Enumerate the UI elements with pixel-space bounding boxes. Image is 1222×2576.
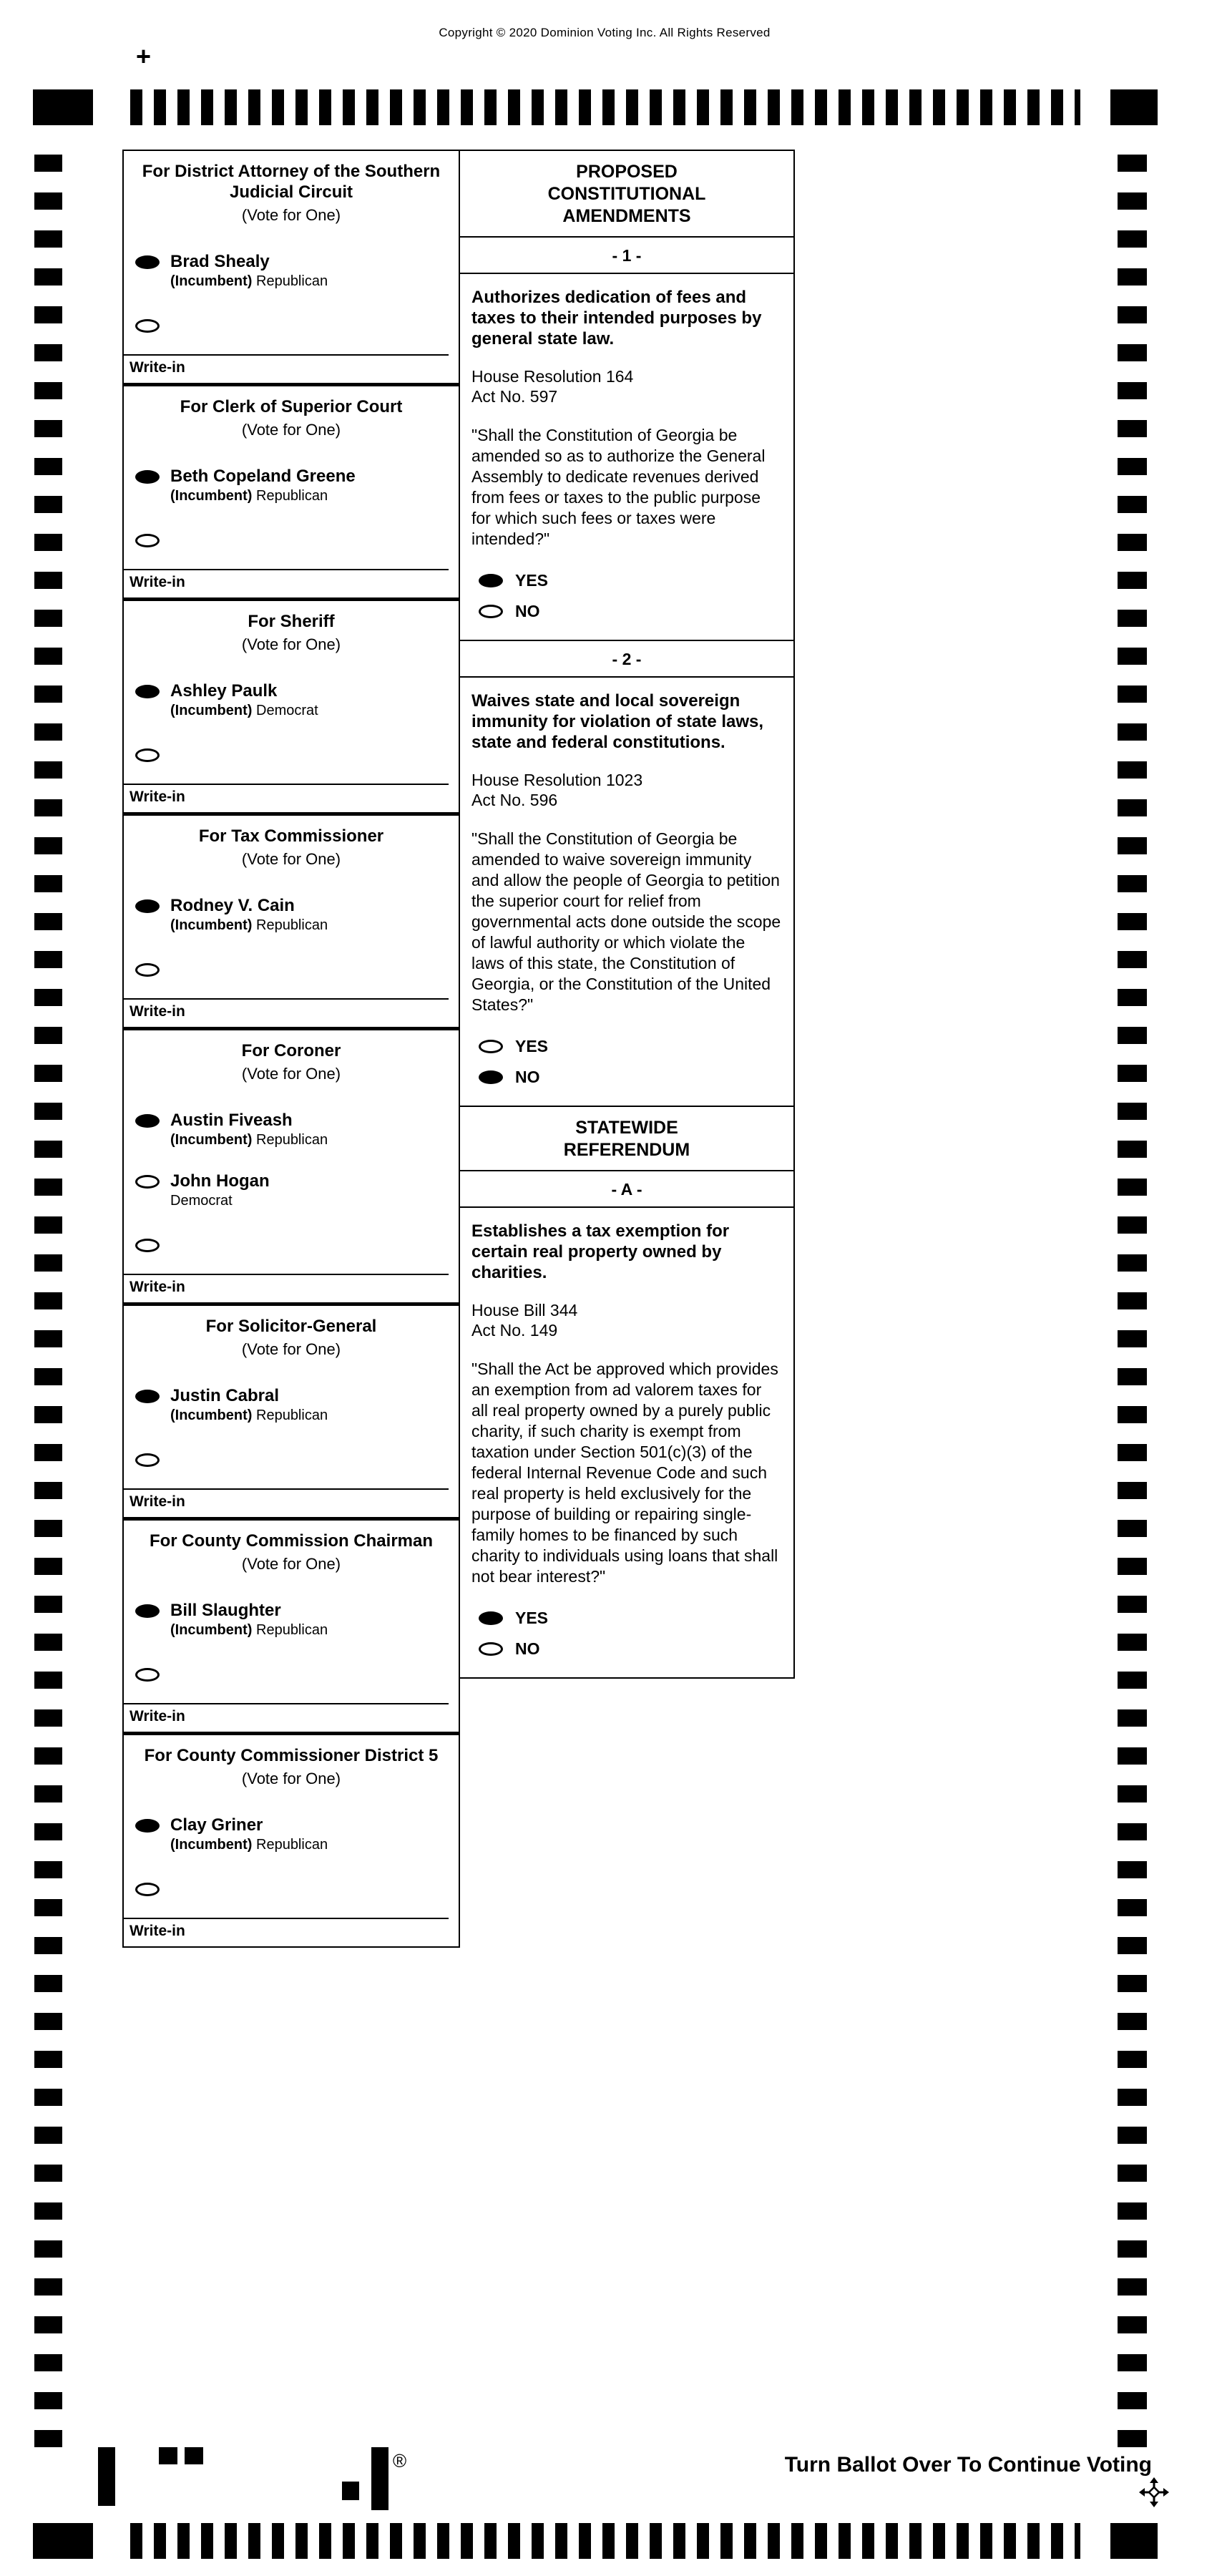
- contest: [124, 1306, 459, 1521]
- choice-label: NO: [515, 1639, 540, 1658]
- choice-row: [471, 1609, 782, 1628]
- candidate-info: [170, 1815, 328, 1853]
- candidate-row: [124, 873, 459, 934]
- candidate-info: [170, 1171, 270, 1209]
- alignment-crosshair-icon: [1139, 2477, 1169, 2507]
- candidate-name: Bill Slaughter: [170, 1601, 281, 1620]
- writein-label: Write-in: [129, 1003, 185, 1020]
- writein-label: Write-in: [129, 574, 185, 590]
- writein-label: Write-in: [129, 789, 185, 805]
- measures-column: [459, 150, 795, 1679]
- code-mark: [185, 2447, 203, 2464]
- writein-vote-bubble[interactable]: [135, 1883, 160, 1896]
- candidate-row: [124, 444, 459, 504]
- contest-title: For County Commissioner District 5: [144, 1746, 439, 1765]
- writein-bubble-row: [124, 1639, 459, 1682]
- contest: [124, 1521, 459, 1735]
- writein-bubble-row: [124, 934, 459, 977]
- choice-row: [471, 1037, 782, 1056]
- measure-reference: [471, 1300, 782, 1340]
- section-header-line: CONSTITUTIONAL: [547, 184, 706, 204]
- candidate-party: (Incumbent) Republican: [170, 917, 328, 933]
- timing-block-right: [1110, 89, 1158, 125]
- right-timing-marks: [1118, 155, 1147, 2447]
- choice-row: [471, 602, 782, 621]
- vote-for-label: (Vote for One): [241, 206, 341, 224]
- choice-row: [471, 571, 782, 590]
- section-header-line: PROPOSED: [576, 162, 678, 182]
- contest-title: For Sheriff: [248, 612, 335, 631]
- contest-header: [124, 1735, 459, 1792]
- contest-title: For Tax Commissioner: [198, 826, 384, 846]
- candidate-name: Brad Shealy: [170, 252, 270, 271]
- candidate-name: Beth Copeland Greene: [170, 467, 356, 486]
- candidate-row: [124, 658, 459, 719]
- filled-vote-bubble[interactable]: [479, 1611, 503, 1625]
- candidate-party: (Incumbent) Republican: [170, 1132, 328, 1148]
- writein-label: Write-in: [129, 1923, 185, 1939]
- measure-reference-line: Act No. 596: [471, 791, 558, 809]
- contest-title: For Solicitor-General: [205, 1317, 377, 1336]
- writein-vote-bubble[interactable]: [135, 534, 160, 547]
- measure-summary: Authorizes dedication of fees and taxes to their intended purposes by general state law.: [471, 288, 762, 348]
- measure-summary: Establishes a tax exemption for certain real property owned by charities.: [471, 1221, 730, 1282]
- code-mark: [371, 2447, 388, 2510]
- top-timing-marks: [0, 89, 1222, 125]
- candidate-party: (Incumbent) Republican: [170, 488, 328, 504]
- incumbent-label: (Incumbent): [170, 917, 256, 933]
- choice-row: [471, 1068, 782, 1087]
- empty-vote-bubble[interactable]: [135, 1175, 160, 1189]
- contest-header: [124, 151, 459, 229]
- writein-bubble-row: [124, 1853, 459, 1896]
- writein-vote-bubble[interactable]: [135, 1668, 160, 1682]
- timing-block-left: [33, 2523, 93, 2559]
- timing-block-left: [33, 89, 93, 125]
- empty-vote-bubble[interactable]: [479, 1642, 503, 1656]
- contest: [124, 1735, 459, 1946]
- contest-header: [124, 601, 459, 658]
- contest-header: [124, 816, 459, 873]
- measure-question: "Shall the Constitution of Georgia be amended to waive sovereign immunity and allow the people of Georgia to petition the superior court for relief from governmental acts done outside the scope of lawful authority or which violate the laws of this state, the Constitution of Georgia, or the Constitution of the United States?": [471, 829, 781, 1014]
- candidate-party: Democrat: [170, 1193, 233, 1209]
- measure-body: [460, 678, 793, 1107]
- contest-header: [124, 1521, 459, 1578]
- measure-summary: Waives state and local sovereign immunity for violation of state laws, state and federal constitutions.: [471, 691, 764, 752]
- writein-bubble-row: [124, 1424, 459, 1467]
- incumbent-label: (Incumbent): [170, 1132, 256, 1148]
- left-timing-marks: [34, 155, 62, 2447]
- writein-label: Write-in: [129, 1493, 185, 1510]
- filled-vote-bubble[interactable]: [135, 899, 160, 913]
- registered-trademark-symbol: ®: [393, 2450, 407, 2472]
- copyright-notice: Copyright © 2020 Dominion Voting Inc. All Rights Reserved: [439, 26, 771, 39]
- vote-for-label: (Vote for One): [241, 1555, 341, 1573]
- candidate-party: (Incumbent) Republican: [170, 1407, 328, 1423]
- empty-vote-bubble[interactable]: [479, 605, 503, 618]
- vote-for-label: (Vote for One): [241, 635, 341, 653]
- section-header: [460, 151, 793, 238]
- writein-vote-bubble[interactable]: [135, 1239, 160, 1252]
- candidate-info: [170, 681, 318, 719]
- candidate-name: Rodney V. Cain: [170, 896, 295, 915]
- bottom-timing-marks: [0, 2523, 1222, 2559]
- section-header-line: AMENDMENTS: [562, 206, 691, 226]
- writein-vote-bubble[interactable]: [135, 319, 160, 333]
- contest-title: For District Attorney of the Southern Judicial Circuit: [142, 162, 441, 202]
- writein-bubble-row: [124, 1209, 459, 1252]
- candidate-info: [170, 1601, 328, 1639]
- choice-label: YES: [515, 1037, 549, 1055]
- candidate-info: [170, 1386, 328, 1424]
- incumbent-label: (Incumbent): [170, 703, 256, 718]
- measure-reference-line: Act No. 149: [471, 1321, 558, 1340]
- registration-plus-mark: +: [136, 42, 152, 71]
- turn-ballot-instruction: Turn Ballot Over To Continue Voting: [784, 2453, 1152, 2477]
- section-header-line: REFERENDUM: [563, 1140, 690, 1160]
- candidate-info: [170, 896, 328, 934]
- filled-vote-bubble[interactable]: [135, 1114, 160, 1128]
- incumbent-label: (Incumbent): [170, 1837, 256, 1853]
- candidate-party: (Incumbent) Republican: [170, 1837, 328, 1853]
- measure-reference: [471, 366, 782, 406]
- writein-label: Write-in: [129, 1279, 185, 1295]
- timing-bars: [130, 89, 1080, 125]
- section-header: [460, 1107, 793, 1171]
- filled-vote-bubble[interactable]: [479, 574, 503, 587]
- writein-bubble-row: [124, 719, 459, 762]
- candidate-party: (Incumbent) Republican: [170, 273, 328, 289]
- measure-number: - 1 -: [460, 238, 793, 274]
- candidate-info: [170, 1111, 328, 1148]
- candidate-name: Clay Griner: [170, 1815, 263, 1835]
- measure-question: "Shall the Constitution of Georgia be amended so as to authorize the General Assembly to dedicate revenues derived from fees or taxes to the public purpose for which such fees or taxes were intended?": [471, 426, 766, 548]
- candidate-name: Ashley Paulk: [170, 681, 278, 701]
- candidate-row: [124, 1578, 459, 1639]
- vote-for-label: (Vote for One): [241, 1340, 341, 1358]
- measure-body: [460, 274, 793, 641]
- writein-label: Write-in: [129, 1708, 185, 1724]
- contest: [124, 1030, 459, 1306]
- contest-column: [122, 150, 460, 1948]
- contest-header: [124, 1030, 459, 1088]
- incumbent-label: (Incumbent): [170, 1407, 256, 1423]
- candidate-name: Justin Cabral: [170, 1386, 280, 1405]
- measure-number: - 2 -: [460, 641, 793, 678]
- candidate-party: (Incumbent) Republican: [170, 1622, 328, 1638]
- writein-label: Write-in: [129, 359, 185, 376]
- filled-vote-bubble[interactable]: [135, 470, 160, 484]
- contest: [124, 151, 459, 386]
- measure-choices: [471, 571, 782, 621]
- section-header-line: STATEWIDE: [575, 1118, 678, 1138]
- measure-reference: [471, 770, 782, 810]
- filled-vote-bubble[interactable]: [135, 1604, 160, 1618]
- measure-question: "Shall the Act be approved which provides an exemption from ad valorem taxes for all real property owned by a purely public charity, if such charity is exempt from taxation under Section 501(c)(3) of the federal Internal Revenue Code and such real property is held exclusively for the purpose of building or repairing single-family homes to be financed by such charity to individuals using loans that shall not bear interest?": [471, 1360, 778, 1586]
- contest-header: [124, 1306, 459, 1363]
- writein-bubble-row: [124, 504, 459, 547]
- writein-vote-bubble[interactable]: [135, 748, 160, 762]
- measure-reference-line: House Resolution 1023: [471, 771, 643, 789]
- contest-header: [124, 386, 459, 444]
- measure-reference-line: House Resolution 164: [471, 367, 634, 386]
- candidate-row: [124, 1088, 459, 1148]
- candidate-name: Austin Fiveash: [170, 1111, 293, 1130]
- choice-row: [471, 1639, 782, 1659]
- candidate-party: (Incumbent) Democrat: [170, 703, 318, 718]
- vote-for-label: (Vote for One): [241, 850, 341, 868]
- measure-reference-line: House Bill 344: [471, 1301, 578, 1319]
- contest-title: For County Commission Chairman: [149, 1531, 434, 1551]
- contest: [124, 816, 459, 1030]
- measure-choices: [471, 1037, 782, 1087]
- writein-bubble-row: [124, 290, 459, 333]
- writein-vote-bubble[interactable]: [135, 963, 160, 977]
- contest-title: For Clerk of Superior Court: [180, 397, 403, 416]
- writein-vote-bubble[interactable]: [135, 1453, 160, 1467]
- timing-block-right: [1110, 2523, 1158, 2559]
- incumbent-label: (Incumbent): [170, 1622, 256, 1638]
- measure-choices: [471, 1609, 782, 1659]
- timing-bars: [130, 2523, 1080, 2559]
- measure-body: [460, 1208, 793, 1677]
- incumbent-label: (Incumbent): [170, 488, 256, 504]
- choice-label: NO: [515, 1068, 540, 1086]
- contest: [124, 601, 459, 816]
- vote-for-label: (Vote for One): [241, 1065, 341, 1083]
- choice-label: NO: [515, 602, 540, 620]
- filled-vote-bubble[interactable]: [135, 685, 160, 698]
- candidate-info: [170, 252, 328, 290]
- vote-for-label: (Vote for One): [241, 1770, 341, 1787]
- contest: [124, 386, 459, 601]
- filled-vote-bubble[interactable]: [135, 255, 160, 269]
- candidate-row: [124, 1148, 459, 1209]
- code-mark: [342, 2482, 359, 2500]
- candidate-row: [124, 1363, 459, 1424]
- candidate-row: [124, 1792, 459, 1853]
- measure-number: - A -: [460, 1171, 793, 1208]
- candidate-info: [170, 467, 356, 504]
- choice-label: YES: [515, 1609, 549, 1627]
- choice-label: YES: [515, 571, 549, 590]
- measure-reference-line: Act No. 597: [471, 387, 558, 406]
- filled-vote-bubble[interactable]: [135, 1390, 160, 1403]
- candidate-row: [124, 229, 459, 290]
- code-mark: [159, 2447, 177, 2464]
- vote-for-label: (Vote for One): [241, 421, 341, 439]
- candidate-name: John Hogan: [170, 1171, 270, 1191]
- empty-vote-bubble[interactable]: [479, 1040, 503, 1053]
- contest-title: For Coroner: [241, 1041, 341, 1060]
- code-mark: [98, 2447, 115, 2506]
- incumbent-label: (Incumbent): [170, 273, 256, 289]
- filled-vote-bubble[interactable]: [135, 1819, 160, 1833]
- filled-vote-bubble[interactable]: [479, 1070, 503, 1084]
